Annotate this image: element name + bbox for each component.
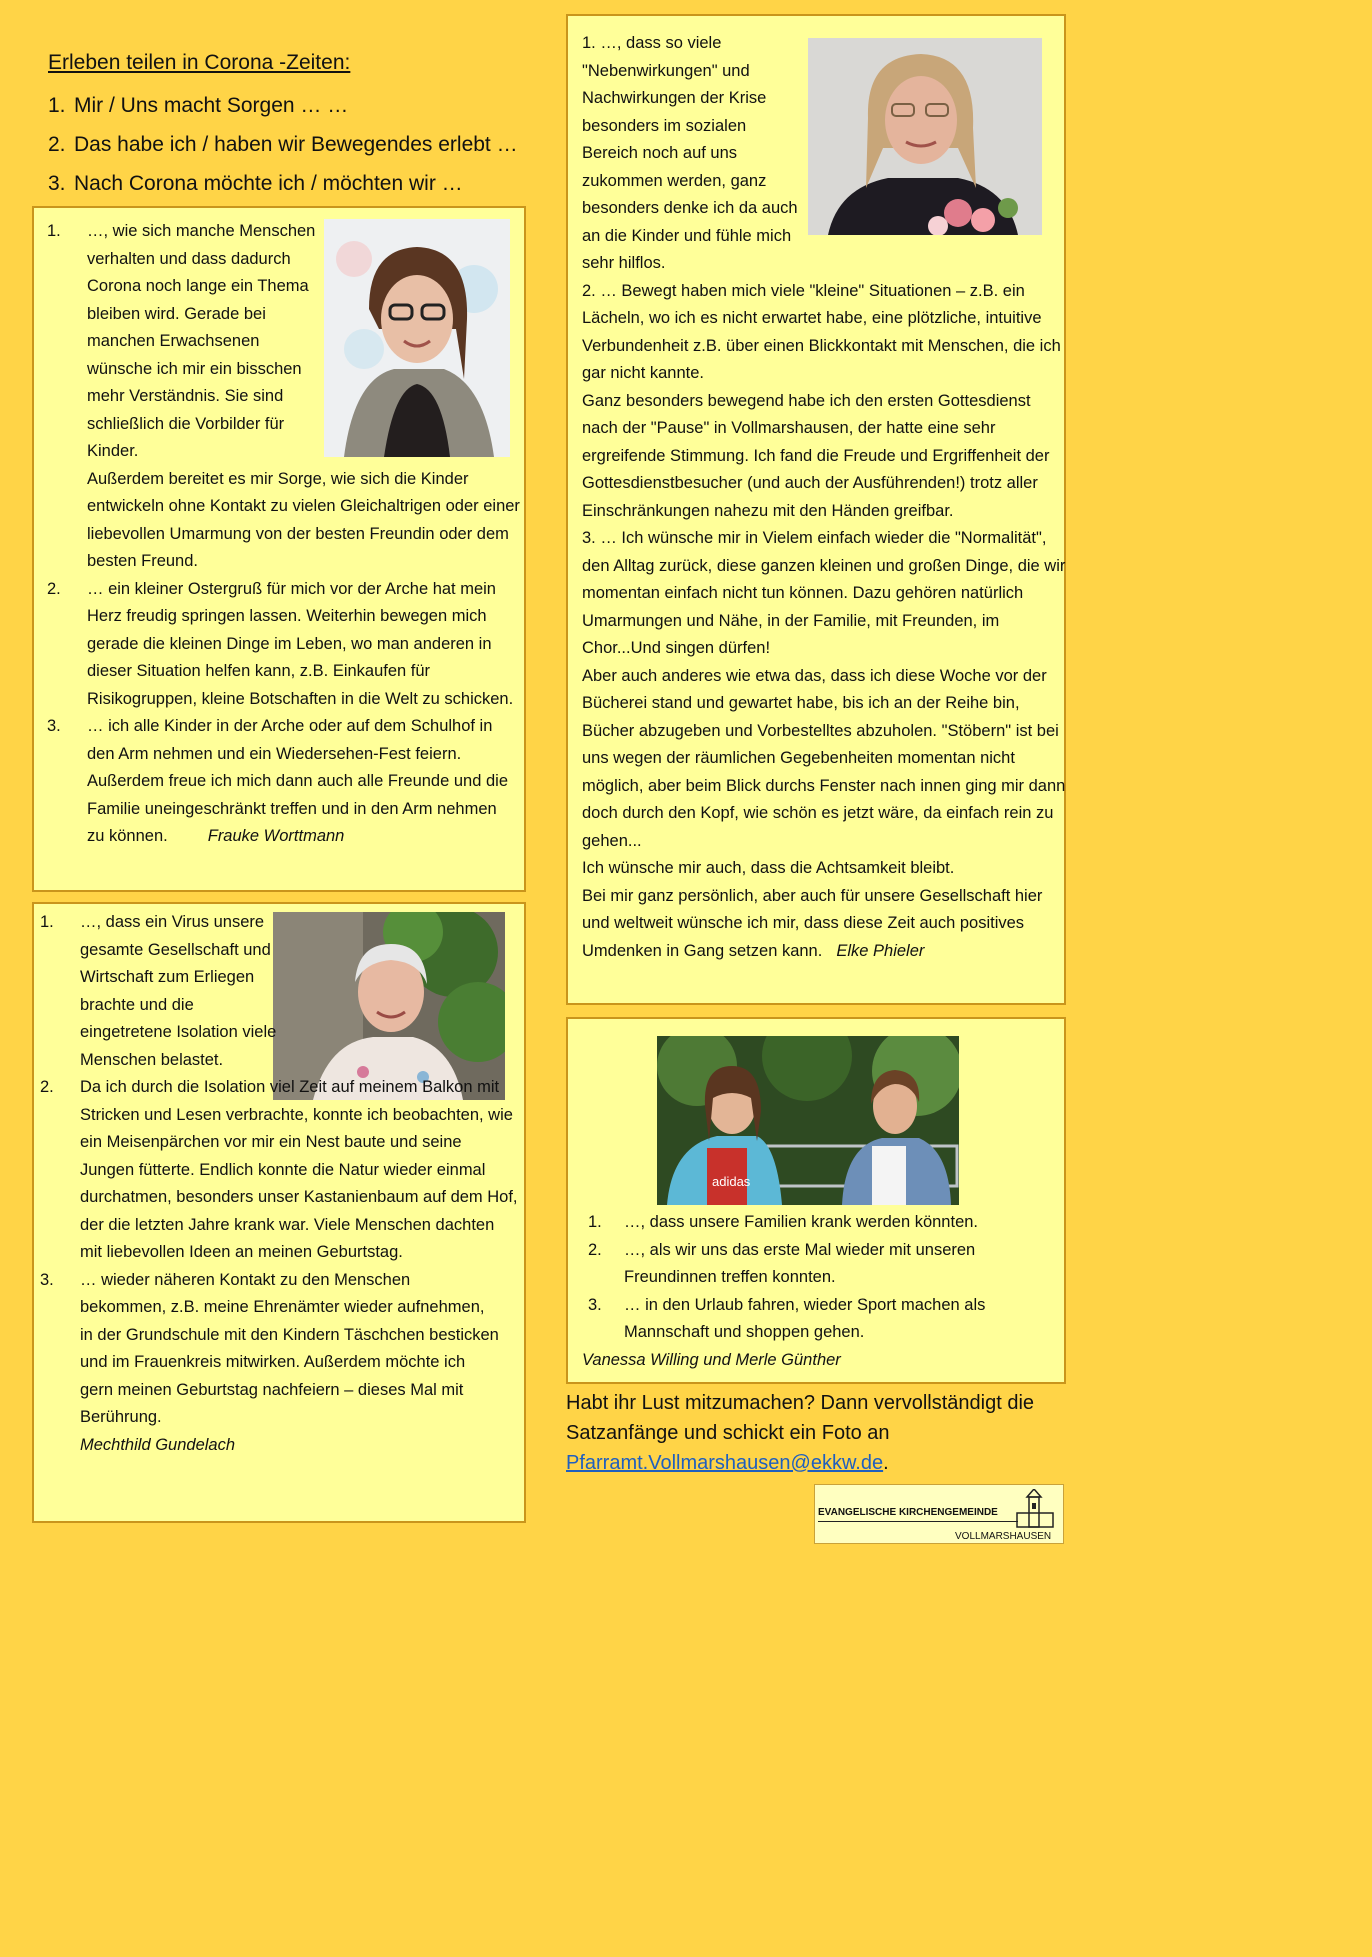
elke-text (582, 30, 1066, 965)
elke-answer-3b: Aber auch anderes wie etwa das, dass ich diese Woche vor der Bücherei stand und gewartet habe, bis ich an der Reihe bin, Bücher abzugeben und Vorbestelltes abzuholen. "Stöbern" ist bei uns wegen der räumlichen Gegebenheiten momentan nicht möglich, aber beim Blick durchs Fenster nach innen ging mir dann doch durch den Kopf, wie schön es jetzt wäre, da einfach rein zu gehen... (582, 666, 1066, 850)
email-link[interactable]: Pfarramt.Vollmarshausen@ekkw.de (566, 1452, 884, 1474)
elke-answer-2b: Ganz besonders bewegend habe ich den ersten Gottesdienst nach der "Pause" in Vollmarshausen, der hatte eine sehr ergreifende Stimmung. Ich fand die Freude und Ergriffenheit der Gottesdienstbesucher (und auch der Ausführenden!) trotz aller Einschränkungen nahezu mit den Händen greifbar. (582, 391, 1050, 520)
call-to-action: Habt ihr Lust mitzumachen? Dann vervollständigt die Satzanfänge und schickt ein Foto an Pfarramt.Vollmarshausen@ekkw.de. (566, 1392, 1035, 1474)
heading-title: Erleben teilen in Corona -Zeiten: (48, 51, 351, 74)
girls-statement-box (566, 1017, 1066, 1384)
frauke-signature: Frauke Worttmann (207, 827, 345, 845)
mechthild-statement-box (32, 902, 526, 1523)
elke-answer-3: 3. … Ich wünsche mir in Vielem einfach wieder die "Normalität", den Alltag zurück, diese ganzen kleinen und großen Dinge, die wir momentan einfach nicht tun können. Dazu gehören natürlich Umarmungen und Nähe, in der Familie, mit Freunden, im Chor...Und singen dürfen! (582, 529, 1066, 657)
frauke-text (47, 218, 527, 851)
girls-item-3: 3. … in den Urlaub fahren, wieder Sport machen als Mannschaft und shoppen gehen. (588, 1295, 986, 1341)
logo-line-1: EVANGELISCHE KIRCHENGEMEINDE (818, 1507, 998, 1518)
heading-item-2: 2. Das habe ich / haben wir Bewegendes erlebt … (48, 133, 518, 156)
page-heading (48, 48, 548, 203)
elke-answer-3c: Ich wünsche mir auch, dass die Achtsamkeit bleibt. (582, 859, 955, 877)
frauke-statement-box (32, 206, 526, 892)
cta-text: Habt ihr Lust mitzumachen? Dann vervollständigt die Satzanfänge und schickt ein Foto an (566, 1392, 1035, 1444)
mechthild-text (40, 909, 520, 1459)
heading-item-1: 1. Mir / Uns macht Sorgen … … (48, 94, 349, 117)
frauke-item-3: 3. … ich alle Kinder in der Arche oder auf dem Schulhof in den Arm nehmen und ein Wiedersehen-Fest feiern. Außerdem freue ich mich dann auch alle Freunde und die Familie uneingeschränkt treffen und in den Arm nehmen zu können. Frauke Worttmann (47, 717, 508, 845)
frauke-item-2: 2. … ein kleiner Ostergruß für mich vor der Arche hat mein Herz freudig springen lassen. Weiterhin bewegen mich gerade die kleinen Dinge im Leben, wo man anderen in dieser Situation helfen kann, z.B. Einkaufen für Risikogruppen, kleine Botschaften in die Welt zu schicken. (47, 579, 514, 708)
mechthild-signature: Mechthild Gundelach (80, 1435, 236, 1454)
mechthild-item-1: 1. …, dass ein Virus unsere gesamte Gesellschaft und Wirtschaft zum Erliegen brachte und die eingetretene Isolation viele Menschen belastet. (40, 913, 277, 1069)
elke-answer-3d: Bei mir ganz persönlich, aber auch für unsere Gesellschaft hier und weltweit wünsche ich mir, dass diese Zeit auch positives Umdenken in Gang setzen kann. Elke Phieler (582, 886, 1043, 960)
girls-text (582, 1209, 1052, 1374)
girls-item-2: 2. …, als wir uns das erste Mal wieder mit unseren Freundinnen treffen konnten. (588, 1240, 976, 1286)
church-logo (814, 1484, 1064, 1544)
girls-item-1: 1. …, dass unsere Familien krank werden könnten. (588, 1213, 979, 1231)
shirt-text: adidas (712, 1174, 751, 1189)
heading-item-3: 3. Nach Corona möchte ich / möchten wir … (48, 172, 463, 195)
mechthild-item-3: 3. … wieder näheren Kontakt zu den Menschen bekommen, z.B. meine Ehrenämter wieder aufnehmen, in der Grundschule mit den Kindern Täschchen besticken und im Frauenkreis mitwirken. Außerdem möchte ich gern meinen Geburtstag nachfeiern – dieses Mal mit Berührung. Mechthild Gundelach (40, 1270, 499, 1454)
mechthild-item-2: 2. Da ich durch die Isolation viel Zeit auf meinem Balkon mit Stricken und Lesen verbrachte, konnte ich beobachten, wie ein Meisenpärchen vor mir ein Nest baute und seine Jungen fütterte. Endlich konnte die Natur wieder einmal durchatmen, besonders unser Kastanienbaum auf dem Hof, der die letzten Jahre krank war. Viele Menschen dachten mit liebevollen Ideen an meinen Geburtstag. (40, 1078, 518, 1261)
frauke-item-1: 1. …, wie sich manche Menschen verhalten und dass dadurch Corona noch lange ein Thema bleiben wird. Gerade bei manchen Erwachsenen wünsche ich mir ein bisschen mehr Verständnis. Sie sind schließlich die Vorbilder für Kinder. Außerdem bereitet es mir Sorge, wie sich die Kinder entwickeln ohne Kontakt zu vielen Gleichaltrigen oder einer liebevollen Umarmung von der besten Freundin oder dem besten Freund. (47, 222, 520, 570)
girls-signature: Vanessa Willing und Merle Günther (582, 1350, 841, 1369)
girls-photo (657, 1036, 959, 1205)
elke-signature: Elke Phieler (836, 941, 925, 960)
logo-line-2: VOLLMARSHAUSEN (955, 1531, 1052, 1542)
elke-answer-1: 1. …, dass so viele "Nebenwirkungen" und Nachwirkungen der Krise besonders im sozialen Bereich noch auf uns zukommen werden, ganz besonders denke ich da auch an die Kinder und fühle mich sehr hilflos. (582, 34, 798, 272)
elke-answer-2: 2. … Bewegt haben mich viele "kleine" Situationen – z.B. ein Lächeln, wo ich es nicht erwartet habe, eine plötzliche, intuitive Verbundenheit z.B. über einen Blickkontakt mit Menschen, die ich gar nicht kannte. (582, 281, 1061, 382)
church-tower-icon (1015, 1489, 1055, 1533)
elke-statement-box (566, 14, 1066, 1005)
